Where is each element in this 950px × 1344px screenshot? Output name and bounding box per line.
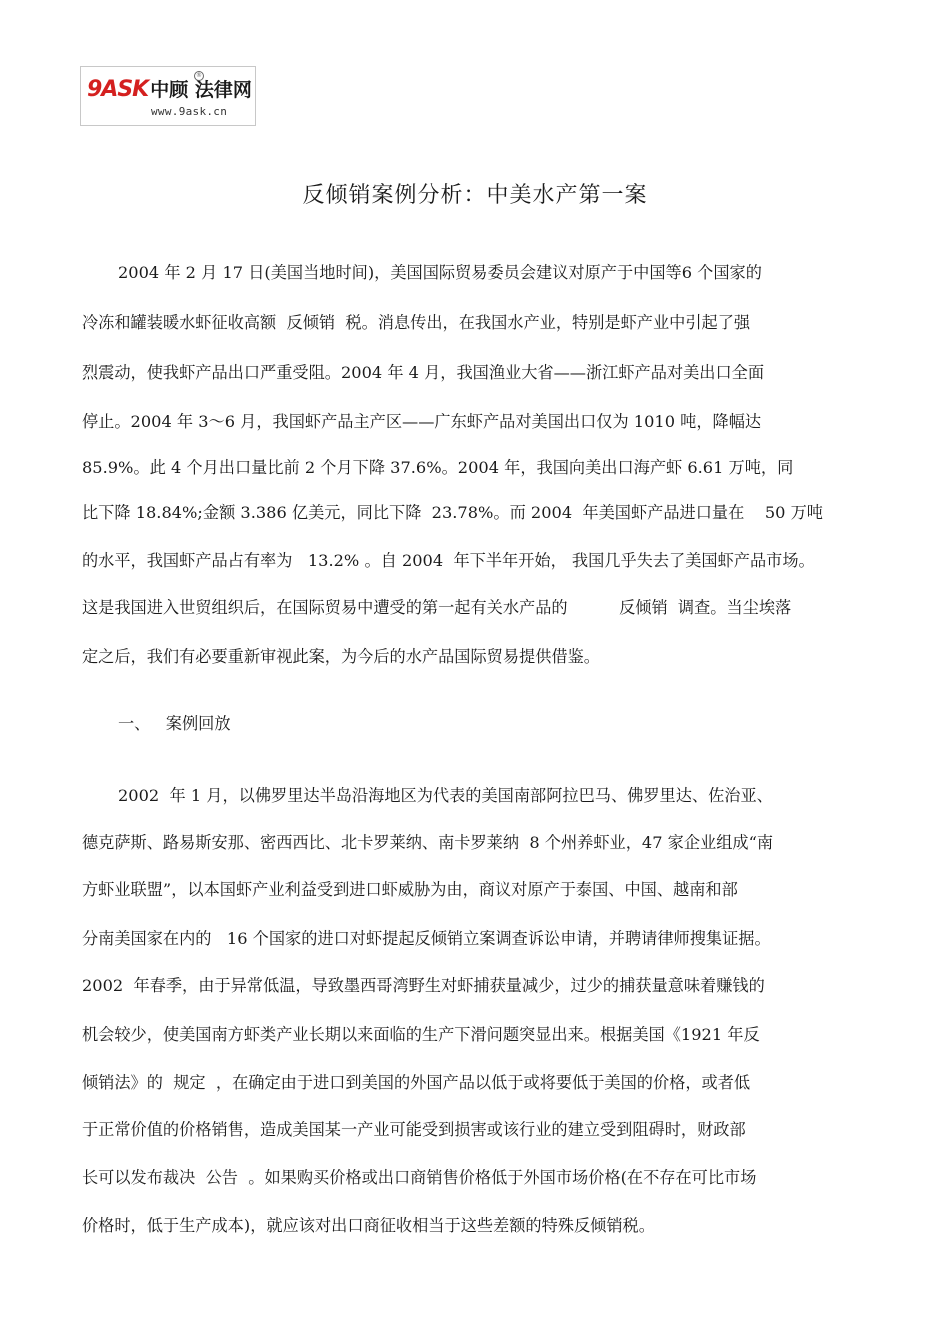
logo-wordmark (87, 75, 252, 102)
section-heading-1: 一、 案例回放 (118, 714, 231, 733)
paragraph-1-line-6: 比下降 18.84%;金额 3.386 亿美元，同比下降 23.78%。而 2004 年美国虾产品进口量在 50 万吨 (82, 503, 823, 522)
paragraph-2-line-5: 2002 年春季，由于异常低温，导致墨西哥湾野生对虾捕获量减少，过少的捕获量意味着赚钱的 (82, 976, 765, 995)
paragraph-2-line-9: 长可以发布裁决 公告 。如果购买价格或出口商销售价格低于外国市场价格(在不存在可比市场 (82, 1168, 757, 1187)
paragraph-2-line-6: 机会较少，使美国南方虾类产业长期以来面临的生产下滑问题突显出来。根据美国《1921 年反 (82, 1025, 760, 1044)
paragraph-1-line-5: 85.9%。此 4 个月出口量比前 2 个月下降 37.6%。2004 年，我国向美出口海产虾 6.61 万吨，同 (82, 458, 794, 477)
paragraph-2-line-1: 2002 年 1 月，以佛罗里达半岛沿海地区为代表的美国南部阿拉巴马、佛罗里达、佐治亚、 (118, 786, 773, 805)
logo-url: www.9ask.cn (151, 105, 228, 118)
paragraph-1-line-8: 这是我国进入世贸组织后，在国际贸易中遭受的第一起有关水产品的 反倾销 调查。当尘埃落 (82, 598, 792, 617)
paragraph-1-line-1: 2004 年 2 月 17 日(美国当地时间)，美国国际贸易委员会建议对原产于中国等6 个国家的 (118, 263, 762, 282)
paragraph-2-line-7: 倾销法》的 规定 ，在确定由于进口到美国的外国产品以低于或将要低于美国的价格，或者低 (82, 1073, 751, 1092)
paragraph-2-line-10: 价格时，低于生产成本)，就应该对出口商征收相当于这些差额的特殊反倾销税。 (82, 1216, 655, 1235)
logo-brand: 9ASK (87, 77, 149, 102)
paragraph-2-line-8: 于正常价值的价格销售，造成美国某一产业可能受到损害或该行业的建立受到阻碍时，财政部 (82, 1120, 746, 1139)
paragraph-2-line-3: 方虾业联盟”，以本国虾产业利益受到进口虾威胁为由，商议对原产于泰国、中国、越南和部 (82, 880, 738, 899)
registered-mark-icon: ® (196, 72, 202, 79)
paragraph-1-line-9: 定之后，我们有必要重新审视此案，为今后的水产品国际贸易提供借鉴。 (82, 647, 600, 666)
paragraph-2-line-2: 德克萨斯、路易斯安那、密西西比、北卡罗莱纳、南卡罗莱纳 8 个州养虾业，47 家企业组成“南 (82, 833, 774, 852)
paragraph-1-line-3: 烈震动，使我虾产品出口严重受阻。2004 年 4 月，我国渔业大省——浙江虾产品对美出口全面 (82, 363, 765, 382)
logo-cn-name: 中顾 法律网 (150, 79, 252, 101)
site-logo[interactable] (80, 66, 256, 126)
paragraph-2-line-4: 分南美国家在内的 16 个国家的进口对虾提起反倾销立案调查诉讼申请，并聘请律师搜集证据。 (82, 929, 771, 948)
paragraph-1-line-7: 的水平，我国虾产品占有率为 13.2% 。自 2004 年下半年开始， 我国几乎失去了美国虾产品市场。 (82, 551, 815, 570)
document-title: 反倾销案例分析：中美水产第一案 (302, 183, 648, 208)
paragraph-1-line-4: 停止。2004 年 3～6 月，我国虾产品主产区——广东虾产品对美国出口仅为 1010 吨，降幅达 (82, 412, 762, 431)
paragraph-1-line-2: 冷冻和罐装暖水虾征收高额 反倾销 税。消息传出，在我国水产业，特别是虾产业中引起了强 (82, 313, 751, 332)
